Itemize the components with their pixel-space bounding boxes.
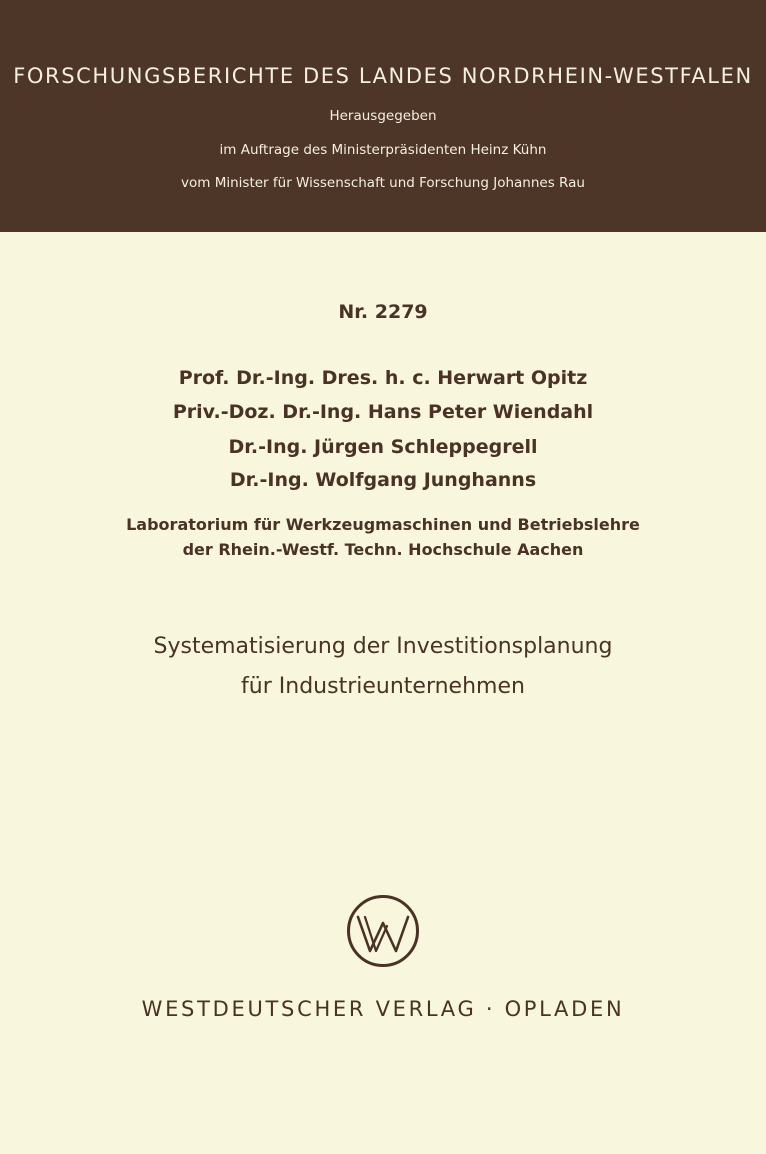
commission-line: im Auftrage des Ministerpräsidenten Heinz Kühn	[219, 142, 547, 158]
institution-line-2: der Rhein.-Westf. Techn. Hochschule Aachen	[182, 540, 584, 559]
book-title-line-2: für Industrieunternehmen	[241, 674, 525, 699]
institution-line-1: Laboratorium für Werkzeugmaschinen und Betriebslehre	[126, 515, 640, 534]
author-1: Prof. Dr.-Ing. Dres. h. c. Herwart Opitz	[178, 367, 588, 389]
header-band	[0, 0, 766, 232]
author-4: Dr.-Ing. Wolfgang Junghanns	[229, 469, 537, 491]
publisher-logo-icon	[345, 893, 421, 969]
minister-line: vom Minister für Wissenschaft und Forschung Johannes Rau	[181, 175, 585, 191]
author-3: Dr.-Ing. Jürgen Schleppegrell	[228, 436, 538, 458]
series-title: FORSCHUNGSBERICHTE DES LANDES NORDRHEIN-WESTFALEN	[13, 64, 753, 88]
issue-number: Nr. 2279	[338, 301, 428, 323]
publisher-name: WESTDEUTSCHER VERLAG · OPLADEN	[141, 997, 625, 1021]
book-title-line-1: Systematisierung der Investitionsplanung	[153, 634, 613, 659]
editor-line: Herausgegeben	[329, 108, 437, 124]
author-2: Priv.-Doz. Dr.-Ing. Hans Peter Wiendahl	[172, 401, 594, 423]
